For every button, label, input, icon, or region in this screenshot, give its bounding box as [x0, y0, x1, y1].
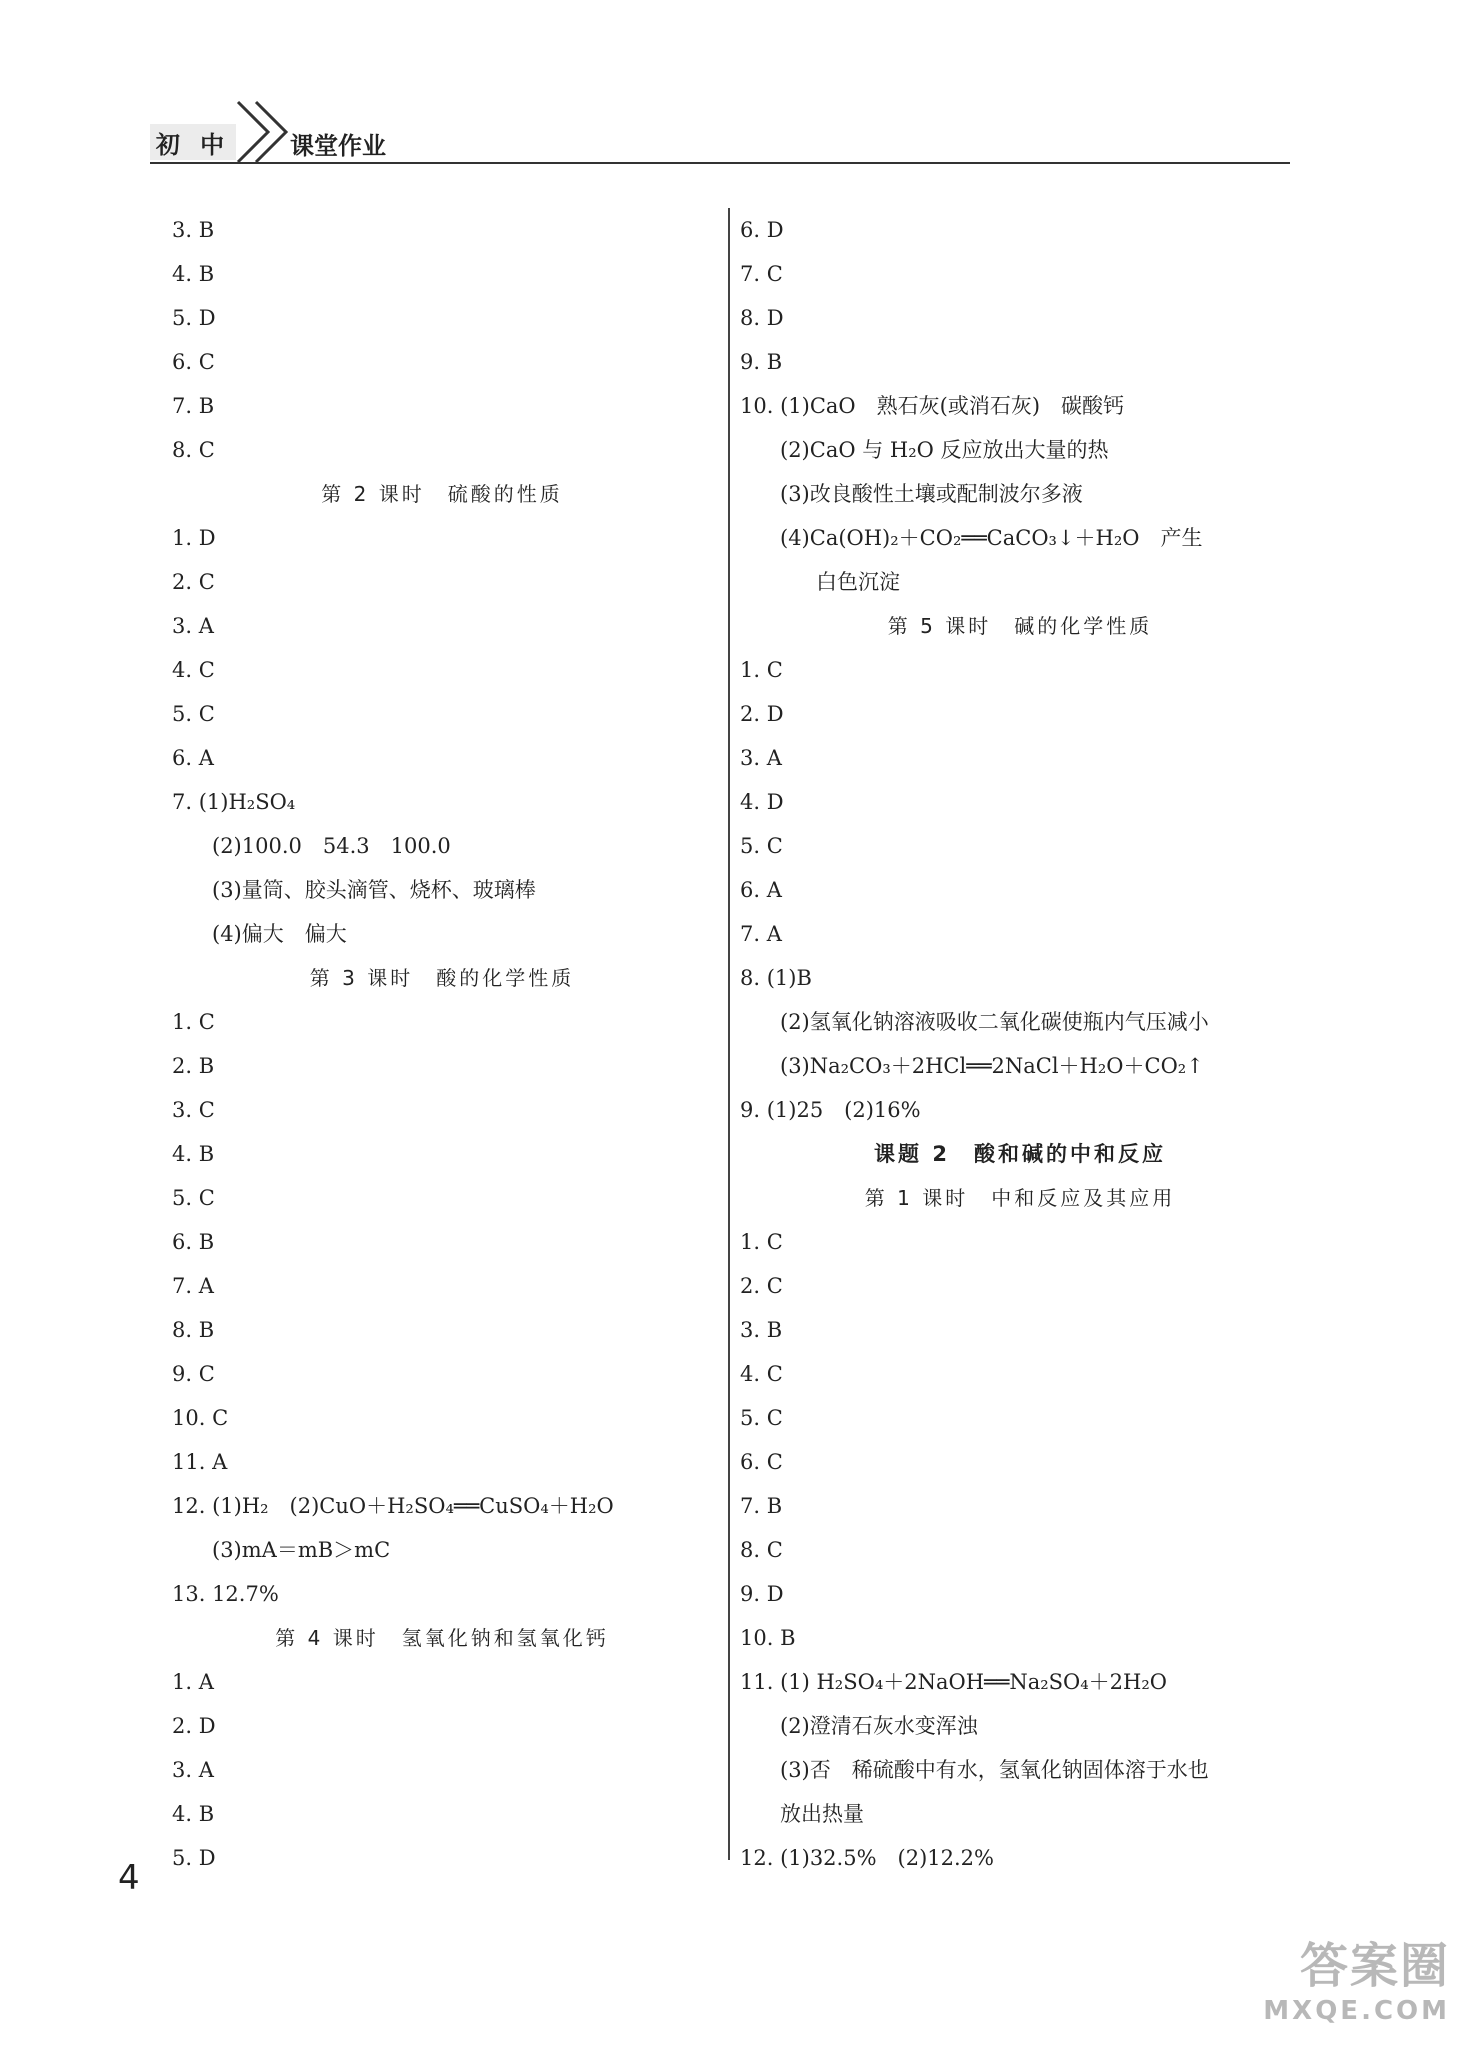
- answer-line: 4. B: [172, 1802, 215, 1826]
- section-heading: 课题 2 酸和碱的中和反应: [874, 1142, 1166, 1166]
- answer-line: 8. (1)B: [740, 966, 812, 990]
- answer-line: 7. A: [740, 922, 782, 946]
- answer-line: 4. C: [740, 1362, 783, 1386]
- answer-line: 1. C: [740, 658, 783, 682]
- answer-line: (4)Ca(OH)₂＋CO₂══CaCO₃↓＋H₂O 产生: [780, 526, 1203, 550]
- answer-line: 4. D: [740, 790, 784, 814]
- section-heading: 第 5 课时 碱的化学性质: [887, 614, 1153, 638]
- answer-line: 5. C: [740, 1406, 783, 1430]
- answer-line: 5. C: [172, 1186, 215, 1210]
- answer-line: (3)mA＝mB＞mC: [212, 1538, 391, 1562]
- answer-line: 2. C: [172, 570, 215, 594]
- answer-line: 2. D: [740, 702, 784, 726]
- answer-line: 7. A: [172, 1274, 214, 1298]
- answer-line: 8. B: [172, 1318, 215, 1342]
- section-heading: 第 2 课时 硫酸的性质: [321, 482, 563, 506]
- answer-line: 7. C: [740, 262, 783, 286]
- section-heading: 第 1 课时 中和反应及其应用: [864, 1186, 1176, 1210]
- answer-line: 11. A: [172, 1450, 228, 1474]
- answer-line: 10. (1)CaO 熟石灰(或消石灰) 碳酸钙: [740, 394, 1125, 418]
- answer-line: 1. A: [172, 1670, 214, 1694]
- answer-line: 9. D: [740, 1582, 784, 1606]
- header-tag: 初 中: [150, 124, 236, 160]
- answer-line: 6. A: [172, 746, 214, 770]
- answer-line: 8. C: [740, 1538, 783, 1562]
- answer-line: 7. B: [172, 394, 215, 418]
- answer-line: 6. C: [172, 350, 215, 374]
- answer-line: 1. C: [172, 1010, 215, 1034]
- answer-line: (2)100.0 54.3 100.0: [212, 834, 451, 858]
- answer-line: 10. B: [740, 1626, 796, 1650]
- answer-line: 6. C: [740, 1450, 783, 1474]
- answer-line: (3)Na₂CO₃＋2HCl══2NaCl＋H₂O＋CO₂↑: [780, 1054, 1204, 1078]
- answer-line: 6. D: [740, 218, 784, 242]
- page-header: [150, 96, 1290, 166]
- answer-line: 放出热量: [780, 1802, 864, 1826]
- watermark-logo: [1263, 1927, 1450, 2026]
- answer-line: 9. (1)25 (2)16%: [740, 1098, 921, 1122]
- answer-line: 5. C: [172, 702, 215, 726]
- answer-line: 5. C: [740, 834, 783, 858]
- answer-line: 9. B: [740, 350, 783, 374]
- watermark-line1: 答案圈: [1299, 1938, 1450, 1994]
- header-subtitle: 课堂作业: [290, 132, 386, 160]
- answer-line: (2)CaO 与 H₂O 反应放出大量的热: [780, 438, 1109, 462]
- column-divider: [728, 208, 730, 1860]
- section-heading: 第 3 课时 酸的化学性质: [309, 966, 575, 990]
- answer-line: 8. D: [740, 306, 784, 330]
- answer-line: 7. B: [740, 1494, 783, 1518]
- answer-line: 8. C: [172, 438, 215, 462]
- answer-line: 1. D: [172, 526, 216, 550]
- answer-line: 12. (1)32.5% (2)12.2%: [740, 1846, 994, 1870]
- answer-line: 7. (1)H₂SO₄: [172, 790, 296, 814]
- page-number: 4: [118, 1858, 140, 1898]
- answer-line: 3. B: [740, 1318, 783, 1342]
- answer-line: 白色沉淀: [816, 570, 900, 594]
- section-heading: 第 4 课时 氢氧化钠和氢氧化钙: [275, 1626, 609, 1650]
- answer-line: 1. C: [740, 1230, 783, 1254]
- answer-line: 5. D: [172, 1846, 216, 1870]
- answer-line: (3)改良酸性土壤或配制波尔多液: [780, 482, 1083, 506]
- answer-line: 11. (1) H₂SO₄＋2NaOH══Na₂SO₄＋2H₂O: [740, 1670, 1167, 1694]
- answer-line: 10. C: [172, 1406, 229, 1430]
- answer-line: 12. (1)H₂ (2)CuO＋H₂SO₄══CuSO₄＋H₂O: [172, 1494, 614, 1518]
- answer-line: 3. B: [172, 218, 215, 242]
- answer-line: 3. A: [172, 1758, 214, 1782]
- header-rule: [150, 162, 1290, 164]
- answer-line: 2. B: [172, 1054, 215, 1078]
- answer-line: 4. B: [172, 262, 215, 286]
- answer-line: 3. A: [172, 614, 214, 638]
- answer-line: 2. D: [172, 1714, 216, 1738]
- answer-line: 2. C: [740, 1274, 783, 1298]
- answer-line: 13. 12.7%: [172, 1582, 279, 1606]
- left-answer-column: [172, 208, 712, 1880]
- answer-line: (2)澄清石灰水变浑浊: [780, 1714, 978, 1738]
- answer-line: 6. A: [740, 878, 782, 902]
- answer-line: (3)否 稀硫酸中有水，氢氧化钠固体溶于水也: [780, 1758, 1209, 1782]
- answer-line: 4. B: [172, 1142, 215, 1166]
- answer-line: (2)氢氧化钠溶液吸收二氧化碳使瓶内气压减小: [780, 1010, 1209, 1034]
- answer-line: 5. D: [172, 306, 216, 330]
- answer-line: 9. C: [172, 1362, 215, 1386]
- answer-line: (4)偏大 偏大: [212, 922, 347, 946]
- watermark-line2: MXQE.COM: [1263, 1996, 1450, 2026]
- answer-line: 4. C: [172, 658, 215, 682]
- answer-line: 3. A: [740, 746, 782, 770]
- answer-line: 6. B: [172, 1230, 215, 1254]
- answer-line: (3)量筒、胶头滴管、烧杯、玻璃棒: [212, 878, 536, 902]
- right-answer-column: [740, 208, 1300, 1880]
- answer-line: 3. C: [172, 1098, 215, 1122]
